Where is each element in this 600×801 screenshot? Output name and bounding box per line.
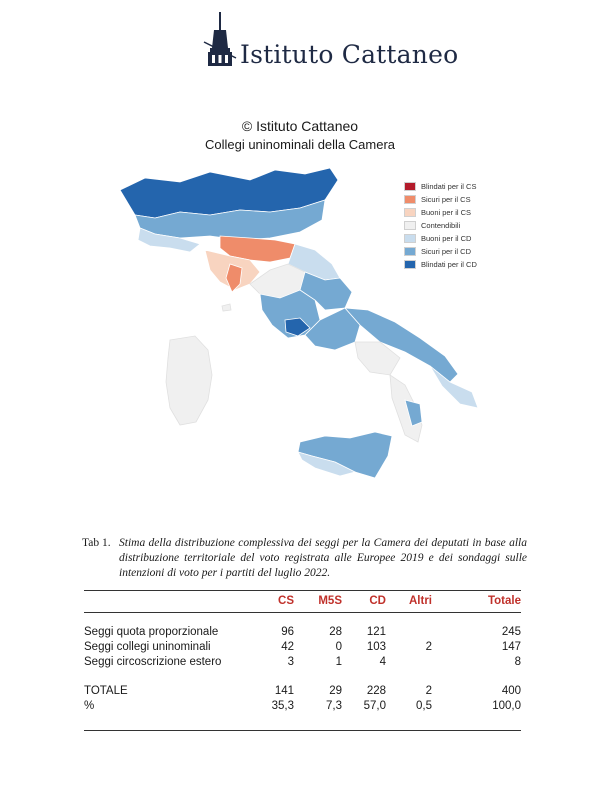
legend-item — [404, 180, 514, 193]
cell-m5s: 28 — [329, 625, 342, 638]
logo-text: Istituto Cattaneo — [240, 40, 459, 69]
legend-label: Sicuri per il CS — [421, 195, 471, 204]
cell-altri: 2 — [425, 684, 432, 697]
cell-cd: 228 — [366, 684, 386, 697]
cell-cs: 42 — [281, 640, 294, 653]
cell-cs: 96 — [281, 625, 294, 638]
cell-m5s: 1 — [335, 655, 342, 668]
caption-number: Tab 1. — [82, 537, 111, 549]
cell-cs: 35,3 — [271, 699, 294, 712]
percent-row — [84, 698, 521, 713]
row-label: Seggi quota proporzionale — [84, 625, 219, 638]
column-header-label — [84, 592, 254, 610]
cell-m5s: 7,3 — [326, 699, 342, 712]
map-region-sardinia — [166, 336, 212, 425]
cell-altri: 2 — [425, 640, 432, 653]
legend-swatch — [404, 208, 416, 217]
column-header-totale: Totale — [487, 595, 521, 607]
legend-label: Buoni per il CD — [421, 234, 472, 243]
table-bottom-rule — [84, 730, 521, 731]
legend-label: Contendibili — [421, 221, 461, 230]
cell-altri — [386, 624, 432, 639]
table-row — [84, 624, 521, 639]
cell-cd: 121 — [366, 625, 386, 638]
cell-m5s: 29 — [329, 684, 342, 697]
legend-swatch — [404, 182, 416, 191]
map-legend — [404, 180, 514, 271]
spacer-row — [84, 610, 521, 624]
legend-item — [404, 206, 514, 219]
column-header-cs: CS — [278, 595, 294, 607]
legend-swatch — [404, 221, 416, 230]
legend-item — [404, 245, 514, 258]
table-top-rule — [84, 590, 521, 591]
legend-item — [404, 232, 514, 245]
legend-swatch — [404, 260, 416, 269]
cell-totale: 147 — [501, 640, 521, 653]
legend-swatch — [404, 234, 416, 243]
cell-cs: 3 — [287, 655, 294, 668]
caption-text: Stima della distribuzione complessiva dei seggi per la Camera dei deputati in base alla distribuzione territoriale del voto registrata alle Europee 2019 e dei sondaggi sulle intenzioni di voto per i partiti del luglio 2022. — [119, 537, 527, 579]
cell-cd: 4 — [379, 655, 386, 668]
map-subtitle: Collegi uninominali della Camera — [204, 137, 396, 152]
cell-altri — [386, 654, 432, 669]
cell-totale: 400 — [501, 684, 521, 697]
mole-antonelliana-logo-icon — [202, 12, 238, 68]
cell-cd: 57,0 — [363, 699, 386, 712]
legend-item — [404, 258, 514, 271]
legend-label: Blindati per il CD — [421, 260, 477, 269]
column-header-altri: Altri — [409, 595, 432, 607]
table-row — [84, 639, 521, 654]
column-header-m5s: M5S — [318, 595, 342, 607]
table-row — [84, 654, 521, 669]
row-label: Seggi collegi uninominali — [84, 640, 211, 653]
legend-item — [404, 219, 514, 232]
seats-table — [84, 592, 521, 713]
spacer-row — [84, 669, 521, 683]
cell-totale: 100,0 — [492, 699, 521, 712]
row-label: Seggi circoscrizione estero — [84, 655, 222, 668]
table-caption — [82, 536, 527, 581]
cell-m5s: 0 — [335, 640, 342, 653]
map-title: © Istituto Cattaneo — [241, 118, 359, 134]
legend-item — [404, 193, 514, 206]
table-header-row — [84, 592, 521, 610]
cell-totale: 8 — [514, 655, 521, 668]
map-region-elba — [222, 304, 231, 311]
legend-swatch — [404, 247, 416, 256]
legend-label: Sicuri per il CD — [421, 247, 472, 256]
totals-row — [84, 683, 521, 698]
row-label: TOTALE — [84, 684, 128, 697]
column-header-cd: CD — [369, 595, 386, 607]
header-logo — [200, 12, 459, 72]
cell-cs: 141 — [274, 684, 294, 697]
cell-altri: 0,5 — [416, 699, 432, 712]
cell-cd: 103 — [366, 640, 386, 653]
legend-swatch — [404, 195, 416, 204]
cell-totale: 245 — [501, 625, 521, 638]
row-label: % — [84, 699, 95, 712]
legend-label: Buoni per il CS — [421, 208, 472, 217]
legend-label: Blindati per il CS — [421, 182, 477, 191]
